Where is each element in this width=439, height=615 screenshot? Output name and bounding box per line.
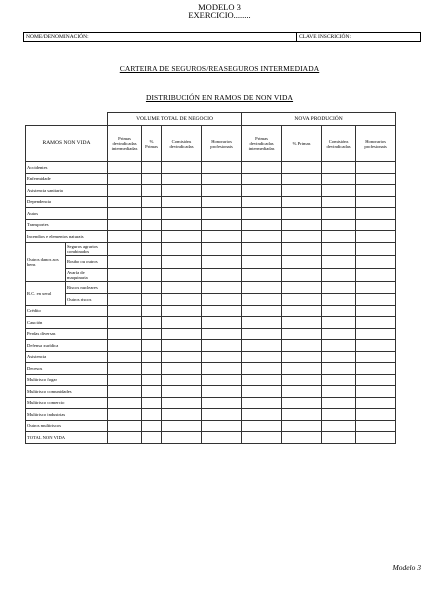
- table-row: [26, 363, 396, 375]
- data-cell: [322, 317, 356, 329]
- data-cell: [202, 328, 242, 340]
- exercise-line: EXERCICIO........: [188, 10, 251, 20]
- data-cell: [162, 293, 202, 305]
- data-cell: [108, 281, 142, 293]
- data-cell: [356, 208, 396, 220]
- data-cell: [322, 173, 356, 185]
- table-row: [26, 219, 396, 231]
- data-cell: [322, 409, 356, 421]
- sub-row-label: Riscos nucleares: [66, 281, 108, 293]
- data-cell: [322, 242, 356, 255]
- column-header: Comisións devindicadas: [162, 126, 202, 162]
- data-cell: [242, 208, 282, 220]
- row-label: Multirisco comunidades: [26, 386, 108, 398]
- data-cell: [142, 268, 162, 281]
- data-cell: [142, 328, 162, 340]
- document-title: CARTEIRA DE SEGUROS/REASEGUROS INTERMEDIADA: [119, 64, 320, 73]
- data-cell: [242, 268, 282, 281]
- data-cell: [242, 409, 282, 421]
- data-cell: [162, 386, 202, 398]
- data-cell: [162, 242, 202, 255]
- data-cell: [108, 351, 142, 363]
- data-cell: [202, 317, 242, 329]
- data-cell: [242, 219, 282, 231]
- data-cell: [108, 363, 142, 375]
- non-life-distribution-table: [25, 112, 396, 444]
- data-cell: [282, 255, 322, 268]
- data-cell: [108, 268, 142, 281]
- data-cell: [108, 397, 142, 409]
- data-cell: [322, 305, 356, 317]
- data-cell: [322, 185, 356, 197]
- data-cell: [142, 196, 162, 208]
- data-cell: [282, 420, 322, 432]
- data-cell: [242, 351, 282, 363]
- data-cell: [162, 208, 202, 220]
- data-cell: [356, 293, 396, 305]
- data-cell: [162, 173, 202, 185]
- data-cell: [356, 397, 396, 409]
- data-cell: [202, 219, 242, 231]
- data-cell: [242, 328, 282, 340]
- data-cell: [242, 432, 282, 444]
- data-cell: [242, 196, 282, 208]
- data-cell: [202, 208, 242, 220]
- data-cell: [242, 293, 282, 305]
- data-cell: [202, 242, 242, 255]
- row-label: Enfermidade: [26, 173, 108, 185]
- data-cell: [242, 363, 282, 375]
- row-label: Crédito: [26, 305, 108, 317]
- data-cell: [202, 351, 242, 363]
- data-cell: [322, 255, 356, 268]
- data-cell: [322, 208, 356, 220]
- data-cell: [142, 281, 162, 293]
- data-cell: [142, 185, 162, 197]
- table-row: [26, 126, 396, 162]
- column-header: Honorarios profesionais: [202, 126, 242, 162]
- data-cell: [242, 397, 282, 409]
- data-cell: [108, 219, 142, 231]
- data-cell: [356, 328, 396, 340]
- data-cell: [202, 173, 242, 185]
- data-cell: [356, 219, 396, 231]
- data-cell: [108, 432, 142, 444]
- data-cell: [162, 185, 202, 197]
- data-cell: [242, 305, 282, 317]
- column-header: % Primas: [142, 126, 162, 162]
- data-cell: [282, 268, 322, 281]
- table-row: [26, 281, 396, 293]
- data-cell: [202, 255, 242, 268]
- data-cell: [108, 293, 142, 305]
- data-cell: [322, 363, 356, 375]
- data-cell: [282, 305, 322, 317]
- data-cell: [242, 340, 282, 352]
- data-cell: [202, 268, 242, 281]
- data-cell: [202, 374, 242, 386]
- table-row: [26, 268, 396, 281]
- data-cell: [142, 409, 162, 421]
- footer-model-label: Modelo 3: [392, 563, 421, 572]
- data-cell: [162, 363, 202, 375]
- table-row: [26, 305, 396, 317]
- group-label-civil-liability: R.C. en xeral: [26, 281, 66, 305]
- data-cell: [162, 255, 202, 268]
- data-cell: [322, 432, 356, 444]
- data-cell: [108, 340, 142, 352]
- table-row: [26, 328, 396, 340]
- row-label: Accidentes: [26, 162, 108, 174]
- data-cell: [356, 409, 396, 421]
- data-cell: [322, 328, 356, 340]
- data-cell: [202, 305, 242, 317]
- data-cell: [356, 317, 396, 329]
- data-cell: [108, 328, 142, 340]
- data-cell: [142, 231, 162, 243]
- row-label: Multirisco comercio: [26, 397, 108, 409]
- data-cell: [282, 185, 322, 197]
- data-cell: [282, 432, 322, 444]
- table-row: [26, 162, 396, 174]
- data-cell: [322, 397, 356, 409]
- row-label: Transportes: [26, 219, 108, 231]
- data-cell: [356, 374, 396, 386]
- data-cell: [282, 293, 322, 305]
- data-cell: [202, 363, 242, 375]
- data-cell: [142, 432, 162, 444]
- data-cell: [202, 386, 242, 398]
- data-cell: [108, 374, 142, 386]
- group-label-other-damages: Outros danos aos bens: [26, 242, 66, 281]
- data-cell: [322, 162, 356, 174]
- data-cell: [356, 242, 396, 255]
- data-cell: [356, 281, 396, 293]
- row-label: Outros multiriscos: [26, 420, 108, 432]
- data-cell: [282, 231, 322, 243]
- data-cell: [242, 185, 282, 197]
- data-cell: [108, 162, 142, 174]
- data-cell: [142, 255, 162, 268]
- data-cell: [356, 340, 396, 352]
- data-cell: [142, 173, 162, 185]
- data-cell: [108, 208, 142, 220]
- data-cell: [142, 397, 162, 409]
- table-row: [26, 242, 396, 255]
- model-number: MODELO 3: [198, 2, 241, 12]
- data-cell: [142, 162, 162, 174]
- identification-bar: [23, 32, 421, 42]
- row-header-label: RAMOS NON VIDA: [26, 126, 108, 162]
- table-row: [26, 196, 396, 208]
- data-cell: [242, 317, 282, 329]
- table-row: [26, 432, 396, 444]
- column-header: Comisións devindicadas: [322, 126, 356, 162]
- data-cell: [142, 293, 162, 305]
- data-cell: [322, 351, 356, 363]
- data-cell: [356, 185, 396, 197]
- data-cell: [356, 305, 396, 317]
- row-label: Caución: [26, 317, 108, 329]
- data-cell: [162, 397, 202, 409]
- data-cell: [356, 363, 396, 375]
- registration-code-label: CLAVE INSCRICIÓN:: [299, 34, 352, 40]
- data-cell: [162, 305, 202, 317]
- data-cell: [322, 293, 356, 305]
- data-cell: [202, 397, 242, 409]
- data-cell: [242, 242, 282, 255]
- data-cell: [202, 231, 242, 243]
- data-cell: [242, 374, 282, 386]
- row-label: Asistencia sanitaria: [26, 185, 108, 197]
- data-cell: [108, 231, 142, 243]
- row-label: Decesos: [26, 363, 108, 375]
- data-cell: [142, 242, 162, 255]
- data-cell: [282, 340, 322, 352]
- data-cell: [322, 219, 356, 231]
- data-cell: [142, 386, 162, 398]
- data-cell: [162, 374, 202, 386]
- column-header: Honorarios profesionais: [356, 126, 396, 162]
- column-header: Primas devindicadas intermediadas: [108, 126, 142, 162]
- table-row: [26, 185, 396, 197]
- data-cell: [162, 196, 202, 208]
- data-cell: [242, 162, 282, 174]
- data-cell: [322, 268, 356, 281]
- row-label: Multirisco industrias: [26, 409, 108, 421]
- data-cell: [108, 420, 142, 432]
- group-header-new-production: NOVA PRODUCIÓN: [242, 113, 396, 126]
- data-cell: [142, 317, 162, 329]
- data-cell: [142, 208, 162, 220]
- data-cell: [282, 208, 322, 220]
- data-cell: [282, 409, 322, 421]
- row-label: Perdas diversas: [26, 328, 108, 340]
- data-cell: [242, 420, 282, 432]
- data-cell: [162, 317, 202, 329]
- data-cell: [356, 268, 396, 281]
- sub-row-label: Outros riscos: [66, 293, 108, 305]
- data-cell: [162, 409, 202, 421]
- data-cell: [322, 231, 356, 243]
- column-header: % Primas: [282, 126, 322, 162]
- data-cell: [282, 219, 322, 231]
- row-label: Asistencia: [26, 351, 108, 363]
- table-row: [26, 255, 396, 268]
- table-row: [26, 317, 396, 329]
- data-cell: [162, 219, 202, 231]
- data-cell: [108, 305, 142, 317]
- row-label: Defensa xurídica: [26, 340, 108, 352]
- group-header-total-volume: VOLUME TOTAL DE NEGOCIO: [108, 113, 242, 126]
- data-cell: [282, 317, 322, 329]
- data-cell: [142, 219, 162, 231]
- data-cell: [162, 420, 202, 432]
- data-cell: [242, 173, 282, 185]
- data-cell: [162, 351, 202, 363]
- data-cell: [356, 386, 396, 398]
- data-cell: [322, 340, 356, 352]
- row-label: Dependencia: [26, 196, 108, 208]
- data-cell: [242, 386, 282, 398]
- table-row: [26, 340, 396, 352]
- data-cell: [142, 351, 162, 363]
- data-cell: [282, 328, 322, 340]
- data-cell: [282, 397, 322, 409]
- document-subtitle: DISTRIBUCIÓN EN RAMOS DE NON VIDA: [145, 93, 294, 102]
- table-row: [26, 208, 396, 220]
- table-row: [26, 351, 396, 363]
- sub-row-label: Avaría de maquinaria: [66, 268, 108, 281]
- data-cell: [242, 281, 282, 293]
- data-cell: [282, 374, 322, 386]
- data-cell: [202, 293, 242, 305]
- data-cell: [322, 386, 356, 398]
- data-cell: [108, 386, 142, 398]
- data-cell: [202, 281, 242, 293]
- data-cell: [162, 432, 202, 444]
- data-cell: [282, 196, 322, 208]
- data-cell: [282, 351, 322, 363]
- data-cell: [162, 340, 202, 352]
- data-cell: [108, 196, 142, 208]
- table-row: [26, 113, 396, 126]
- table-row: [26, 231, 396, 243]
- sub-row-label: Seguros agrarios combinados: [66, 242, 108, 255]
- data-cell: [108, 185, 142, 197]
- data-cell: [202, 432, 242, 444]
- table-row: [26, 374, 396, 386]
- data-cell: [356, 432, 396, 444]
- row-label: Autos: [26, 208, 108, 220]
- data-cell: [142, 374, 162, 386]
- data-cell: [242, 255, 282, 268]
- data-cell: [202, 162, 242, 174]
- data-cell: [162, 268, 202, 281]
- data-cell: [108, 255, 142, 268]
- data-cell: [322, 281, 356, 293]
- data-cell: [142, 363, 162, 375]
- data-cell: [282, 281, 322, 293]
- name-field-label: NOME/DENOMINACIÓN:: [24, 33, 297, 41]
- data-cell: [162, 328, 202, 340]
- row-label: Incendios e elementos naturais: [26, 231, 108, 243]
- data-cell: [356, 162, 396, 174]
- data-cell: [162, 281, 202, 293]
- data-cell: [202, 340, 242, 352]
- data-cell: [162, 162, 202, 174]
- table-row: [26, 397, 396, 409]
- data-cell: [202, 196, 242, 208]
- data-cell: [356, 351, 396, 363]
- table-row: [26, 409, 396, 421]
- data-cell: [202, 409, 242, 421]
- data-cell: [108, 317, 142, 329]
- sub-row-label: Roubo ou outros: [66, 255, 108, 268]
- data-cell: [356, 255, 396, 268]
- data-cell: [108, 173, 142, 185]
- row-label: Multirisco fogar: [26, 374, 108, 386]
- data-cell: [108, 242, 142, 255]
- data-cell: [356, 196, 396, 208]
- data-cell: [356, 173, 396, 185]
- data-cell: [282, 242, 322, 255]
- data-cell: [356, 420, 396, 432]
- data-cell: [142, 340, 162, 352]
- data-cell: [322, 420, 356, 432]
- table-row: [26, 293, 396, 305]
- data-cell: [162, 231, 202, 243]
- data-cell: [282, 363, 322, 375]
- data-cell: [202, 420, 242, 432]
- data-cell: [282, 386, 322, 398]
- data-cell: [282, 162, 322, 174]
- data-cell: [202, 185, 242, 197]
- table-row: [26, 173, 396, 185]
- column-header: Primas devindicadas intermediadas: [242, 126, 282, 162]
- total-row-label: TOTAL NON VIDA: [26, 432, 108, 444]
- data-cell: [356, 231, 396, 243]
- data-cell: [282, 173, 322, 185]
- data-cell: [108, 409, 142, 421]
- data-cell: [322, 196, 356, 208]
- data-cell: [242, 231, 282, 243]
- table-row: [26, 420, 396, 432]
- header-blank-cell: [26, 113, 108, 126]
- data-cell: [322, 374, 356, 386]
- data-cell: [142, 420, 162, 432]
- data-cell: [142, 305, 162, 317]
- table-row: [26, 386, 396, 398]
